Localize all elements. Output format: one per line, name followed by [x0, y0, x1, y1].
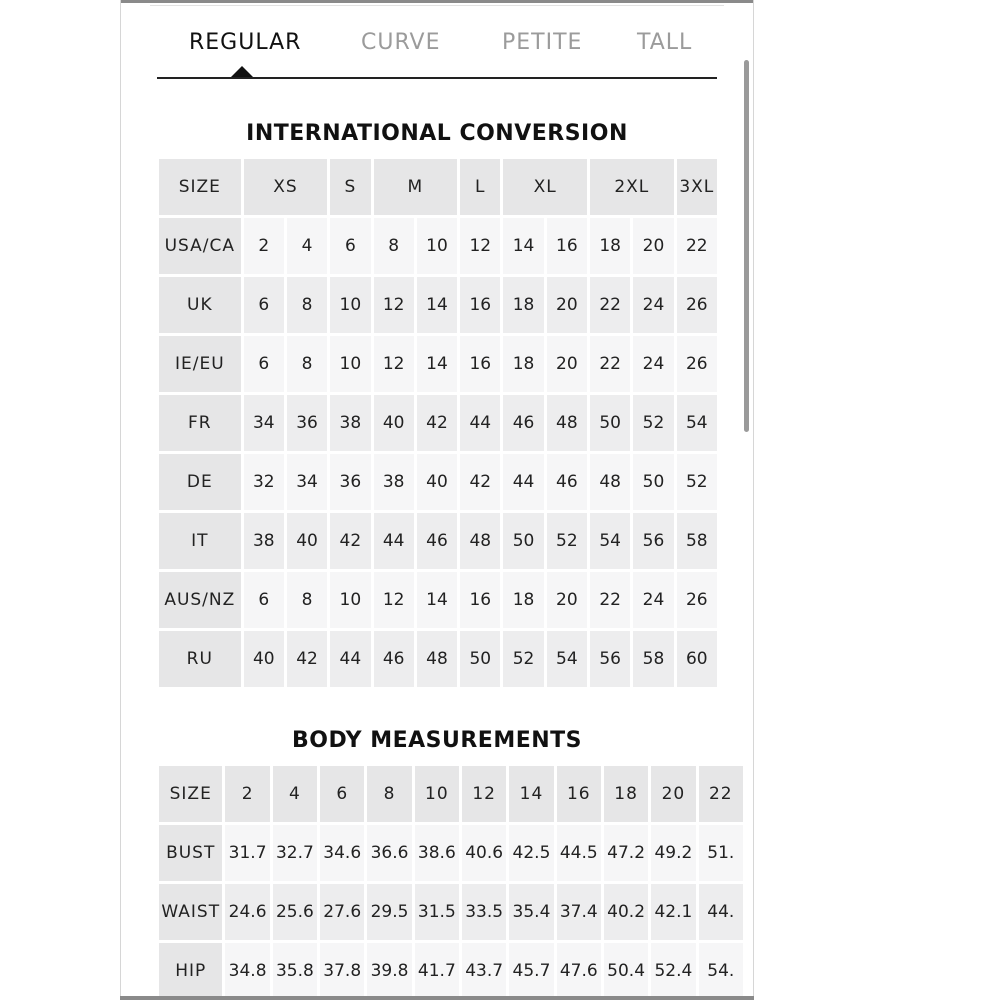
table-cell: 44	[374, 513, 414, 569]
table-cell: 43.7	[462, 943, 506, 999]
size-column-header: 22	[699, 766, 743, 822]
size-column-header: 4	[273, 766, 317, 822]
table-cell: 2	[244, 218, 284, 274]
tab-tall[interactable]: TALL	[637, 30, 693, 55]
table-cell: 22	[677, 218, 717, 274]
table-cell: 40	[417, 454, 457, 510]
row-label: IE/EU	[159, 336, 241, 392]
row-label: AUS/NZ	[159, 572, 241, 628]
table-cell: 54	[677, 395, 717, 451]
table-cell: 10	[330, 572, 370, 628]
table-cell: 16	[460, 277, 500, 333]
row-label: FR	[159, 395, 241, 451]
table-cell: 50.4	[604, 943, 648, 999]
table-row	[159, 454, 717, 510]
table-cell: 25.6	[273, 884, 317, 940]
table-cell: 40	[287, 513, 327, 569]
bottom-border	[120, 996, 754, 1000]
table-cell: 24	[633, 277, 673, 333]
tab-petite[interactable]: PETITE	[502, 30, 583, 55]
table-cell: 52	[503, 631, 543, 687]
table-cell: 26	[677, 277, 717, 333]
table-cell: 56	[633, 513, 673, 569]
scrollbar[interactable]	[744, 60, 749, 432]
table-cell: 60	[677, 631, 717, 687]
table-cell: 52	[633, 395, 673, 451]
top-divider	[150, 5, 724, 6]
table-row	[159, 825, 743, 881]
table-cell: 26	[677, 572, 717, 628]
table-cell: 12	[374, 277, 414, 333]
row-label: BUST	[159, 825, 222, 881]
table-cell: 37.8	[320, 943, 364, 999]
table-cell: 16	[460, 336, 500, 392]
table-cell: 20	[547, 572, 587, 628]
size-header: SIZE	[159, 159, 241, 215]
table-cell: 44.	[699, 884, 743, 940]
table-row	[159, 943, 743, 999]
table-cell: 16	[460, 572, 500, 628]
table-cell: 38	[330, 395, 370, 451]
table-cell: 24.6	[225, 884, 269, 940]
top-border	[120, 0, 754, 3]
table-row	[159, 336, 717, 392]
table-cell: 14	[417, 336, 457, 392]
table-cell: 18	[503, 277, 543, 333]
table-cell: 58	[677, 513, 717, 569]
table-cell: 8	[287, 572, 327, 628]
size-column-header: 10	[415, 766, 459, 822]
row-label: WAIST	[159, 884, 222, 940]
table-cell: 27.6	[320, 884, 364, 940]
table-row	[159, 395, 717, 451]
table-cell: 4	[287, 218, 327, 274]
measurements-table	[156, 763, 746, 1002]
table-cell: 34	[287, 454, 327, 510]
table-cell: 6	[244, 572, 284, 628]
right-border	[753, 0, 754, 1000]
table-cell: 22	[590, 277, 630, 333]
table-cell: 42	[330, 513, 370, 569]
table-cell: 12	[374, 336, 414, 392]
table-cell: 50	[590, 395, 630, 451]
table-cell: 6	[330, 218, 370, 274]
size-column-header: 16	[557, 766, 601, 822]
table-cell: 52	[677, 454, 717, 510]
table-cell: 36.6	[367, 825, 411, 881]
table-cell: 20	[633, 218, 673, 274]
measurements-title: BODY MEASUREMENTS	[291, 728, 583, 753]
table-cell: 42	[287, 631, 327, 687]
table-cell: 36	[330, 454, 370, 510]
table-cell: 35.8	[273, 943, 317, 999]
table-cell: 10	[330, 336, 370, 392]
tabs-underline	[157, 77, 717, 79]
table-cell: 45.7	[509, 943, 553, 999]
table-cell: 42	[460, 454, 500, 510]
tab-curve[interactable]: CURVE	[361, 30, 441, 55]
size-group-header: 3XL	[677, 159, 717, 215]
table-cell: 22	[590, 336, 630, 392]
table-cell: 12	[374, 572, 414, 628]
table-cell: 46	[547, 454, 587, 510]
table-cell: 38	[244, 513, 284, 569]
row-label: DE	[159, 454, 241, 510]
table-cell: 56	[590, 631, 630, 687]
conversion-title: INTERNATIONAL CONVERSION	[246, 121, 628, 146]
size-column-header: 18	[604, 766, 648, 822]
table-cell: 35.4	[509, 884, 553, 940]
table-cell: 10	[330, 277, 370, 333]
table-cell: 52.4	[651, 943, 695, 999]
table-cell: 24	[633, 336, 673, 392]
table-cell: 31.5	[415, 884, 459, 940]
table-cell: 16	[547, 218, 587, 274]
table-row	[159, 513, 717, 569]
table-cell: 14	[417, 572, 457, 628]
table-cell: 54	[547, 631, 587, 687]
size-column-header: 14	[509, 766, 553, 822]
size-column-header: 12	[462, 766, 506, 822]
table-cell: 46	[417, 513, 457, 569]
table-cell: 18	[503, 336, 543, 392]
left-border	[120, 0, 121, 1000]
table-cell: 58	[633, 631, 673, 687]
table-cell: 50	[460, 631, 500, 687]
table-cell: 54	[590, 513, 630, 569]
table-cell: 14	[417, 277, 457, 333]
size-group-header: XL	[503, 159, 587, 215]
row-label: RU	[159, 631, 241, 687]
table-cell: 32	[244, 454, 284, 510]
table-cell: 44	[503, 454, 543, 510]
table-cell: 40	[244, 631, 284, 687]
table-cell: 40	[374, 395, 414, 451]
table-row	[159, 277, 717, 333]
table-cell: 8	[374, 218, 414, 274]
table-cell: 47.6	[557, 943, 601, 999]
row-label: HIP	[159, 943, 222, 999]
size-column-header: 20	[651, 766, 695, 822]
table-cell: 8	[287, 277, 327, 333]
table-cell: 38.6	[415, 825, 459, 881]
table-cell: 37.4	[557, 884, 601, 940]
table-cell: 34	[244, 395, 284, 451]
table-cell: 26	[677, 336, 717, 392]
table-row	[159, 631, 717, 687]
size-group-header: M	[374, 159, 458, 215]
table-cell: 42.5	[509, 825, 553, 881]
table-cell: 44	[330, 631, 370, 687]
size-group-header: XS	[244, 159, 328, 215]
row-label: IT	[159, 513, 241, 569]
size-group-header: S	[330, 159, 370, 215]
size-group-header: 2XL	[590, 159, 674, 215]
table-cell: 29.5	[367, 884, 411, 940]
table-cell: 38	[374, 454, 414, 510]
table-row	[159, 572, 717, 628]
size-column-header: 8	[367, 766, 411, 822]
table-cell: 46	[503, 395, 543, 451]
table-cell: 18	[590, 218, 630, 274]
row-label: UK	[159, 277, 241, 333]
table-cell: 42.1	[651, 884, 695, 940]
table-cell: 47.2	[604, 825, 648, 881]
table-row	[159, 218, 717, 274]
table-cell: 8	[287, 336, 327, 392]
table-cell: 22	[590, 572, 630, 628]
measurements-header-row	[159, 766, 743, 822]
table-cell: 48	[417, 631, 457, 687]
table-cell: 34.8	[225, 943, 269, 999]
table-cell: 33.5	[462, 884, 506, 940]
table-cell: 20	[547, 277, 587, 333]
table-cell: 40.6	[462, 825, 506, 881]
table-cell: 54.	[699, 943, 743, 999]
table-cell: 51.	[699, 825, 743, 881]
table-cell: 46	[374, 631, 414, 687]
table-cell: 32.7	[273, 825, 317, 881]
table-cell: 44.5	[557, 825, 601, 881]
tab-regular[interactable]: REGULAR	[189, 30, 302, 55]
table-row	[159, 884, 743, 940]
table-cell: 12	[460, 218, 500, 274]
conversion-table	[156, 156, 720, 690]
table-cell: 6	[244, 277, 284, 333]
size-column-header: 6	[320, 766, 364, 822]
row-label: USA/CA	[159, 218, 241, 274]
table-cell: 44	[460, 395, 500, 451]
table-cell: 18	[503, 572, 543, 628]
table-cell: 48	[590, 454, 630, 510]
table-cell: 42	[417, 395, 457, 451]
conversion-header-row	[159, 159, 717, 215]
table-cell: 34.6	[320, 825, 364, 881]
table-cell: 14	[503, 218, 543, 274]
table-cell: 10	[417, 218, 457, 274]
table-cell: 31.7	[225, 825, 269, 881]
table-cell: 40.2	[604, 884, 648, 940]
table-cell: 20	[547, 336, 587, 392]
table-cell: 50	[503, 513, 543, 569]
table-cell: 48	[547, 395, 587, 451]
table-cell: 24	[633, 572, 673, 628]
measurements-clip	[156, 763, 735, 1000]
table-cell: 49.2	[651, 825, 695, 881]
size-header: SIZE	[159, 766, 222, 822]
table-cell: 52	[547, 513, 587, 569]
table-cell: 36	[287, 395, 327, 451]
table-cell: 50	[633, 454, 673, 510]
table-cell: 39.8	[367, 943, 411, 999]
size-group-header: L	[460, 159, 500, 215]
size-column-header: 2	[225, 766, 269, 822]
table-cell: 48	[460, 513, 500, 569]
table-cell: 41.7	[415, 943, 459, 999]
table-cell: 6	[244, 336, 284, 392]
